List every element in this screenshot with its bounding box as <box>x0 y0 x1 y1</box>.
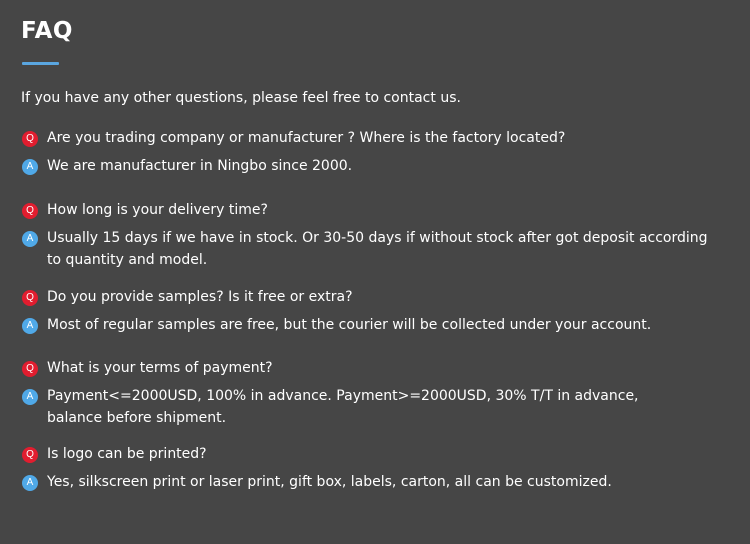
answer-text: Most of regular samples are free, but the courier will be collected under your account. <box>47 317 652 333</box>
answer-text: We are manufacturer in Ningbo since 2000. <box>47 158 353 174</box>
answer-text: Payment<=2000USD, 100% in advance. Payment>=2000USD, 30% T/T in advance, balance before shipment. <box>47 388 639 426</box>
question-text: Do you provide samples? Is it free or extra? <box>47 289 353 305</box>
question-badge-icon: Q <box>22 361 38 377</box>
question-badge-icon: Q <box>22 203 38 219</box>
answer-badge-icon: A <box>22 231 38 247</box>
question-text: What is your terms of payment? <box>47 360 273 376</box>
answer-badge-icon: A <box>22 475 38 491</box>
title-underline <box>22 62 59 65</box>
question-text: Are you trading company or manufacturer ? Where is the factory located? <box>47 130 566 146</box>
answer-badge-icon: A <box>22 159 38 175</box>
answer-text: Yes, silkscreen print or laser print, gift box, labels, carton, all can be customized. <box>47 474 612 490</box>
intro-text: If you have any other questions, please feel free to contact us. <box>21 90 461 106</box>
answer-badge-icon: A <box>22 389 38 405</box>
page-title: FAQ <box>21 18 73 44</box>
question-text: Is logo can be printed? <box>47 446 207 462</box>
question-badge-icon: Q <box>22 447 38 463</box>
answer-text: Usually 15 days if we have in stock. Or 30-50 days if without stock after got deposit according to quantity and model. <box>47 230 708 268</box>
answer-badge-icon: A <box>22 318 38 334</box>
question-text: How long is your delivery time? <box>47 202 268 218</box>
question-badge-icon: Q <box>22 131 38 147</box>
question-badge-icon: Q <box>22 290 38 306</box>
